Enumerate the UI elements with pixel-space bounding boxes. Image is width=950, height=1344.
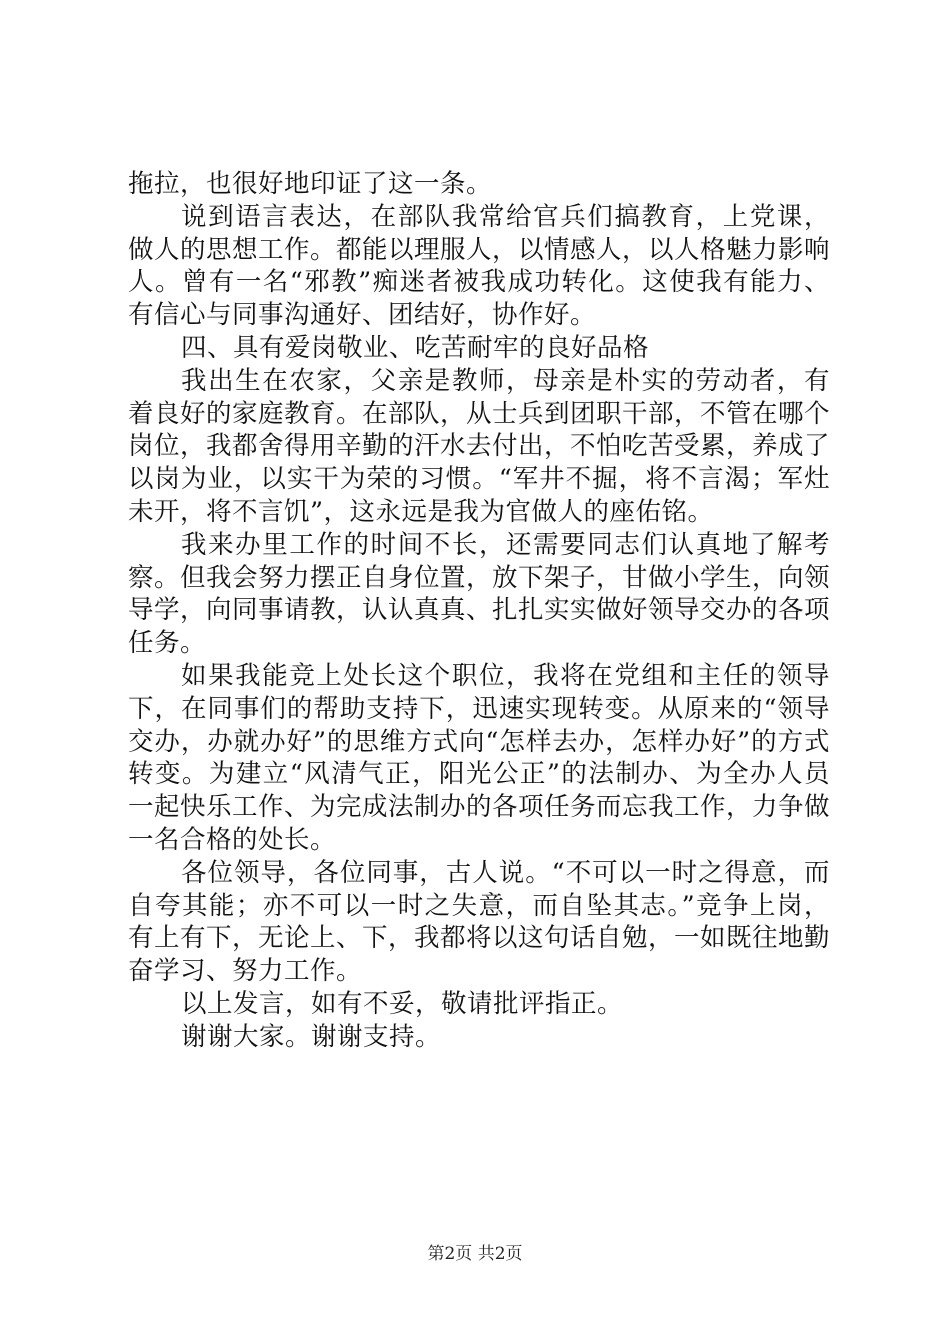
paragraph-continuation: 拖拉，也很好地印证了这一条。 bbox=[128, 169, 493, 199]
section-heading-4: 四、具有爱岗敬业、吃苦耐牢的良好品格 bbox=[181, 332, 650, 363]
paragraph-new-work: 我来办里工作的时间不长，还需要同志们认真地了解考察。但我会努力摆正自身位置，放下架子，甘做小学生，向领导学，向同事请教，认认真真、扎扎实实做好领导交办的各项任务。 bbox=[128, 529, 831, 659]
paragraph-background: 我出生在农家，父亲是教师，母亲是朴实的劳动者，有着良好的家庭教育。在部队，从士兵到团职干部，不管在哪个岗位，我都舍得用辛勤的汗水去付出，不怕吃苦受累，养成了以岗为业，以实干为荣的习惯。“军井不掘，将不言渴；军灶未开，将不言饥”，这永远是我为官做人的座佑铭。 bbox=[128, 365, 831, 527]
paragraph-language-expression: 说到语言表达，在部队我常给官兵们搞教育，上党课，做人的思想工作。都能以理服人，以情感人，以人格魅力影响人。曾有一名“邪教”痴迷者被我成功转化。这使我有能力、有信心与同事沟通好、团结好，协作好。 bbox=[128, 201, 831, 331]
paragraph-request-feedback: 以上发言，如有不妥，敬请批评指正。 bbox=[181, 988, 624, 1019]
document-body bbox=[128, 168, 830, 1054]
paragraph-closing-quote: 各位领导，各位同事，古人说。“不可以一时之得意，而自夸其能；亦不可以一时之失意，而自坠其志。”竞争上岗，有上有下，无论上、下，我都将以这句话自勉，一如既往地勤奋学习、努力工作。 bbox=[128, 857, 831, 987]
paragraph-thanks: 谢谢大家。谢谢支持。 bbox=[181, 1021, 442, 1052]
paragraph-if-elected: 如果我能竞上处长这个职位，我将在党组和主任的领导下，在同事们的帮助支持下，迅速实现转变。从原来的“领导交办，办就办好”的思维方式向“怎样去办，怎样办好”的方式转变。为建立“风清气正，阳光公正”的法制办、为全办人员一起快乐工作、为完成法制办的各项任务而忘我工作，力争做一名合格的处长。 bbox=[128, 660, 831, 855]
page-number-footer: 第2页 共2页 bbox=[427, 1244, 523, 1264]
